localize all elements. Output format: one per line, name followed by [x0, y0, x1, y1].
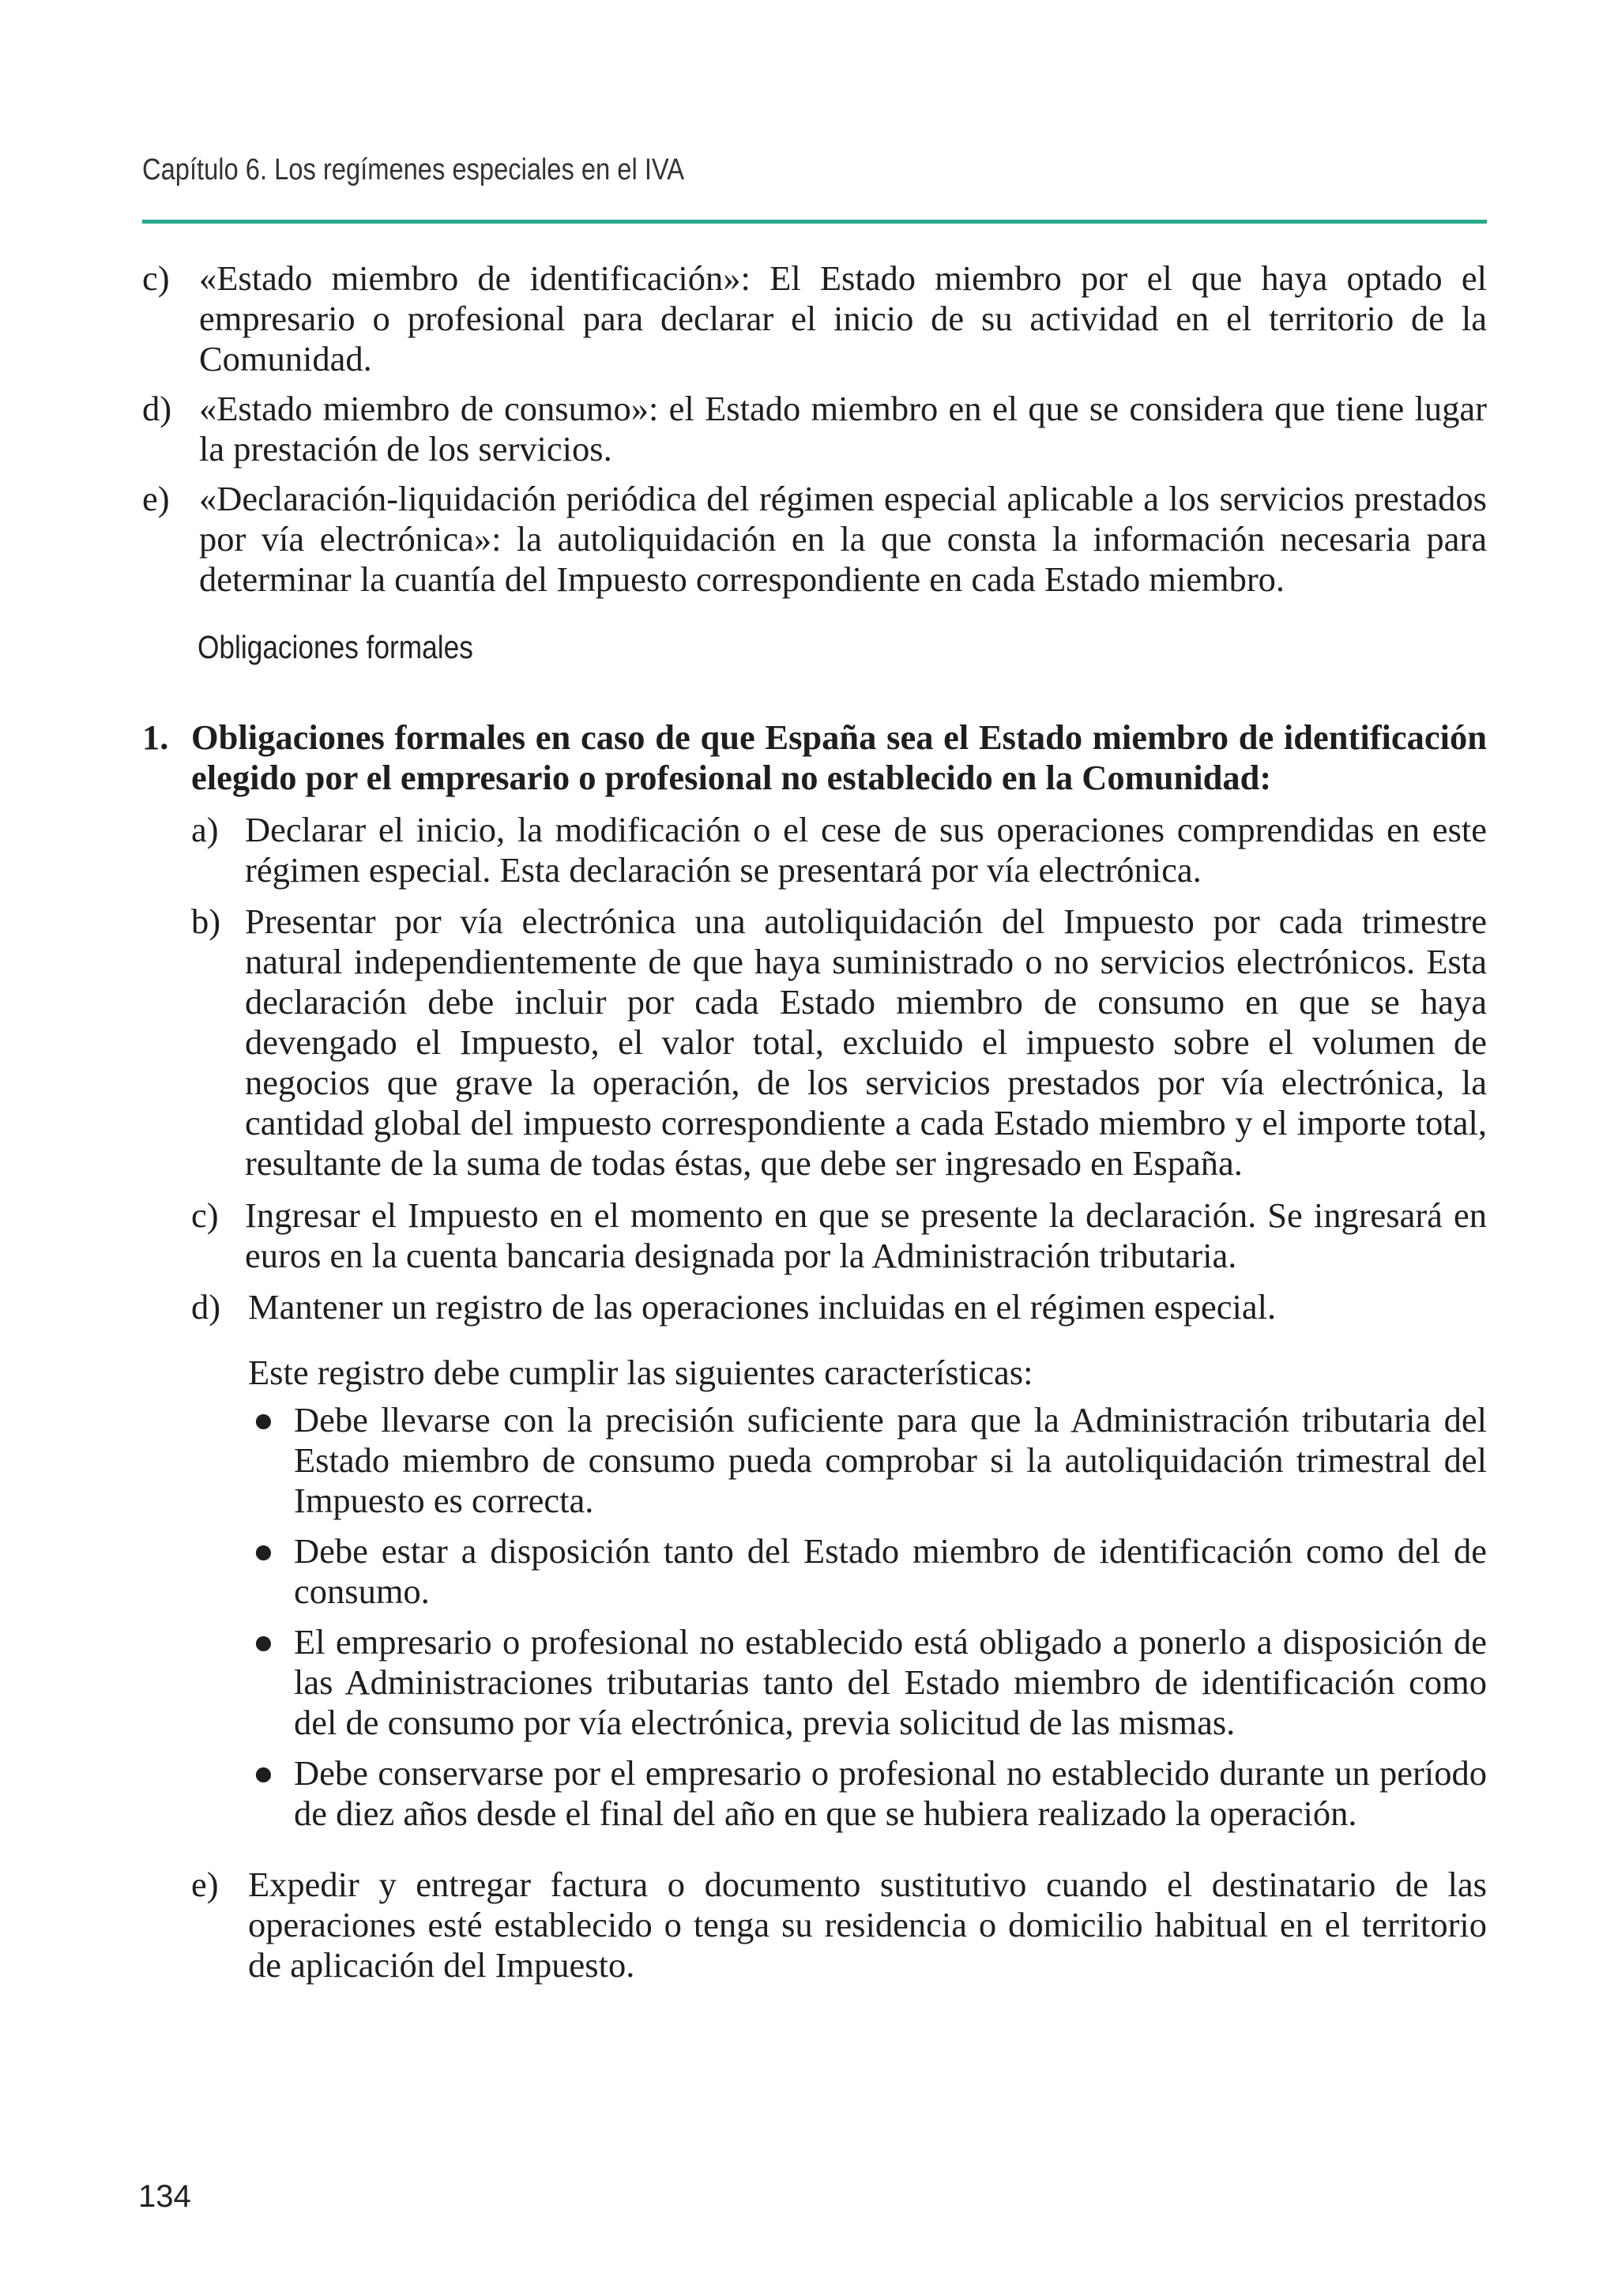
point-text: Obligaciones formales en caso de que España sea el Estado miembro de identificación elegido por el empresario o profesional no establecido en la Comunidad:	[191, 717, 1487, 797]
obligation-item-a	[191, 810, 1487, 890]
register-bullet	[253, 1531, 1487, 1612]
bullet-text: Debe llevarse con la precisión suficiente para que la Administración tributaria del Estado miembro de consumo pueda comprobar si la autoliquidación trimestral del Impuesto es correcta.	[294, 1400, 1487, 1520]
definition-item-e	[142, 479, 1487, 600]
item-label: a)	[191, 810, 219, 849]
bullet-text: Debe conservarse por el empresario o profesional no establecido durante un período de diez años desde el final del año en que se hubiera realizado la operación.	[294, 1753, 1487, 1833]
item-label: e)	[142, 479, 170, 518]
bullet-icon: ●	[253, 1753, 274, 1793]
point-number: 1.	[142, 717, 169, 757]
item-text: Ingresar el Impuesto en el momento en que se presente la declaración. Se ingresará en euros en la cuenta bancaria designada por la Administración tributaria.	[245, 1195, 1487, 1275]
bullet-icon: ●	[253, 1400, 274, 1440]
page-number: 134	[138, 2179, 191, 2214]
chapter-header: Capítulo 6. Los regímenes especiales en el IVA	[142, 153, 685, 186]
item-label: c)	[142, 258, 170, 298]
item-text: Presentar por vía electrónica una autoliquidación del Impuesto por cada trimestre natural independientemente de que haya suministrado o no servicios electrónicos. Esta declaración debe incluir por cada Estado miembro de consumo en que se haya devengado el Impuesto, el valor total, excluido el impuesto sobre el volumen de negocios que grave la operación, de los servicios prestados por vía electrónica, la cantidad global del impuesto correspondiente a cada Estado miembro y el importe total, resultante de la suma de todas éstas, que debe ser ingresado en España.	[245, 901, 1487, 1183]
item-label: b)	[191, 901, 221, 941]
bullet-icon: ●	[253, 1531, 274, 1571]
item-text: «Declaración-liquidación periódica del régimen especial aplicable a los servicios prestados por vía electrónica»: la autoliquidación en la que consta la información necesaria para determinar la cuantía del Impuesto correspondiente en cada Estado miembro.	[199, 479, 1487, 599]
bullet-text: El empresario o profesional no establecido está obligado a ponerlo a disposición de las Administraciones tributarias tanto del Estado miembro de identificación como del de consumo por vía electrónica, previa solicitud de las mismas.	[294, 1622, 1487, 1742]
item-label: d)	[191, 1287, 221, 1327]
header-divider	[142, 220, 1487, 224]
obligation-item-c	[191, 1195, 1487, 1276]
definition-item-c	[142, 258, 1487, 379]
bullet-icon: ●	[253, 1622, 274, 1662]
item-label: d)	[142, 389, 172, 428]
register-bullet	[253, 1400, 1487, 1521]
item-text: «Estado miembro de consumo»: el Estado miembro en el que se considera que tiene lugar la prestación de los servicios.	[199, 389, 1487, 469]
item-label: e)	[191, 1865, 219, 1904]
item-label: c)	[191, 1195, 219, 1235]
item-text: Declarar el inicio, la modificación o el cese de sus operaciones comprendidas en este régimen especial. Esta declaración se presentará por vía electrónica.	[245, 810, 1487, 890]
obligation-item-e	[191, 1865, 1487, 1985]
obligation-item-d	[191, 1287, 1487, 1327]
obligation-item-b	[191, 901, 1487, 1184]
bullet-text: Debe estar a disposición tanto del Estado miembro de identificación como del de consumo.	[294, 1531, 1487, 1611]
register-bullet	[253, 1622, 1487, 1743]
item-text: «Estado miembro de identificación»: El Estado miembro por el que haya optado el empresario o profesional para declarar el inicio de su actividad en el territorio de la Comunidad.	[199, 258, 1487, 378]
section-title: Obligaciones formales	[198, 629, 473, 665]
register-intro: Este registro debe cumplir las siguientes características:	[248, 1353, 1033, 1392]
item-text: Mantener un registro de las operaciones incluidas en el régimen especial.	[248, 1287, 1277, 1327]
numbered-point-1	[142, 717, 1487, 798]
register-bullet	[253, 1753, 1487, 1834]
item-text: Expedir y entregar factura o documento sustitutivo cuando el destinatario de las operaciones esté establecido o tenga su residencia o domicilio habitual en el territorio de aplicación del Impuesto.	[248, 1865, 1487, 1985]
definition-item-d	[142, 389, 1487, 469]
